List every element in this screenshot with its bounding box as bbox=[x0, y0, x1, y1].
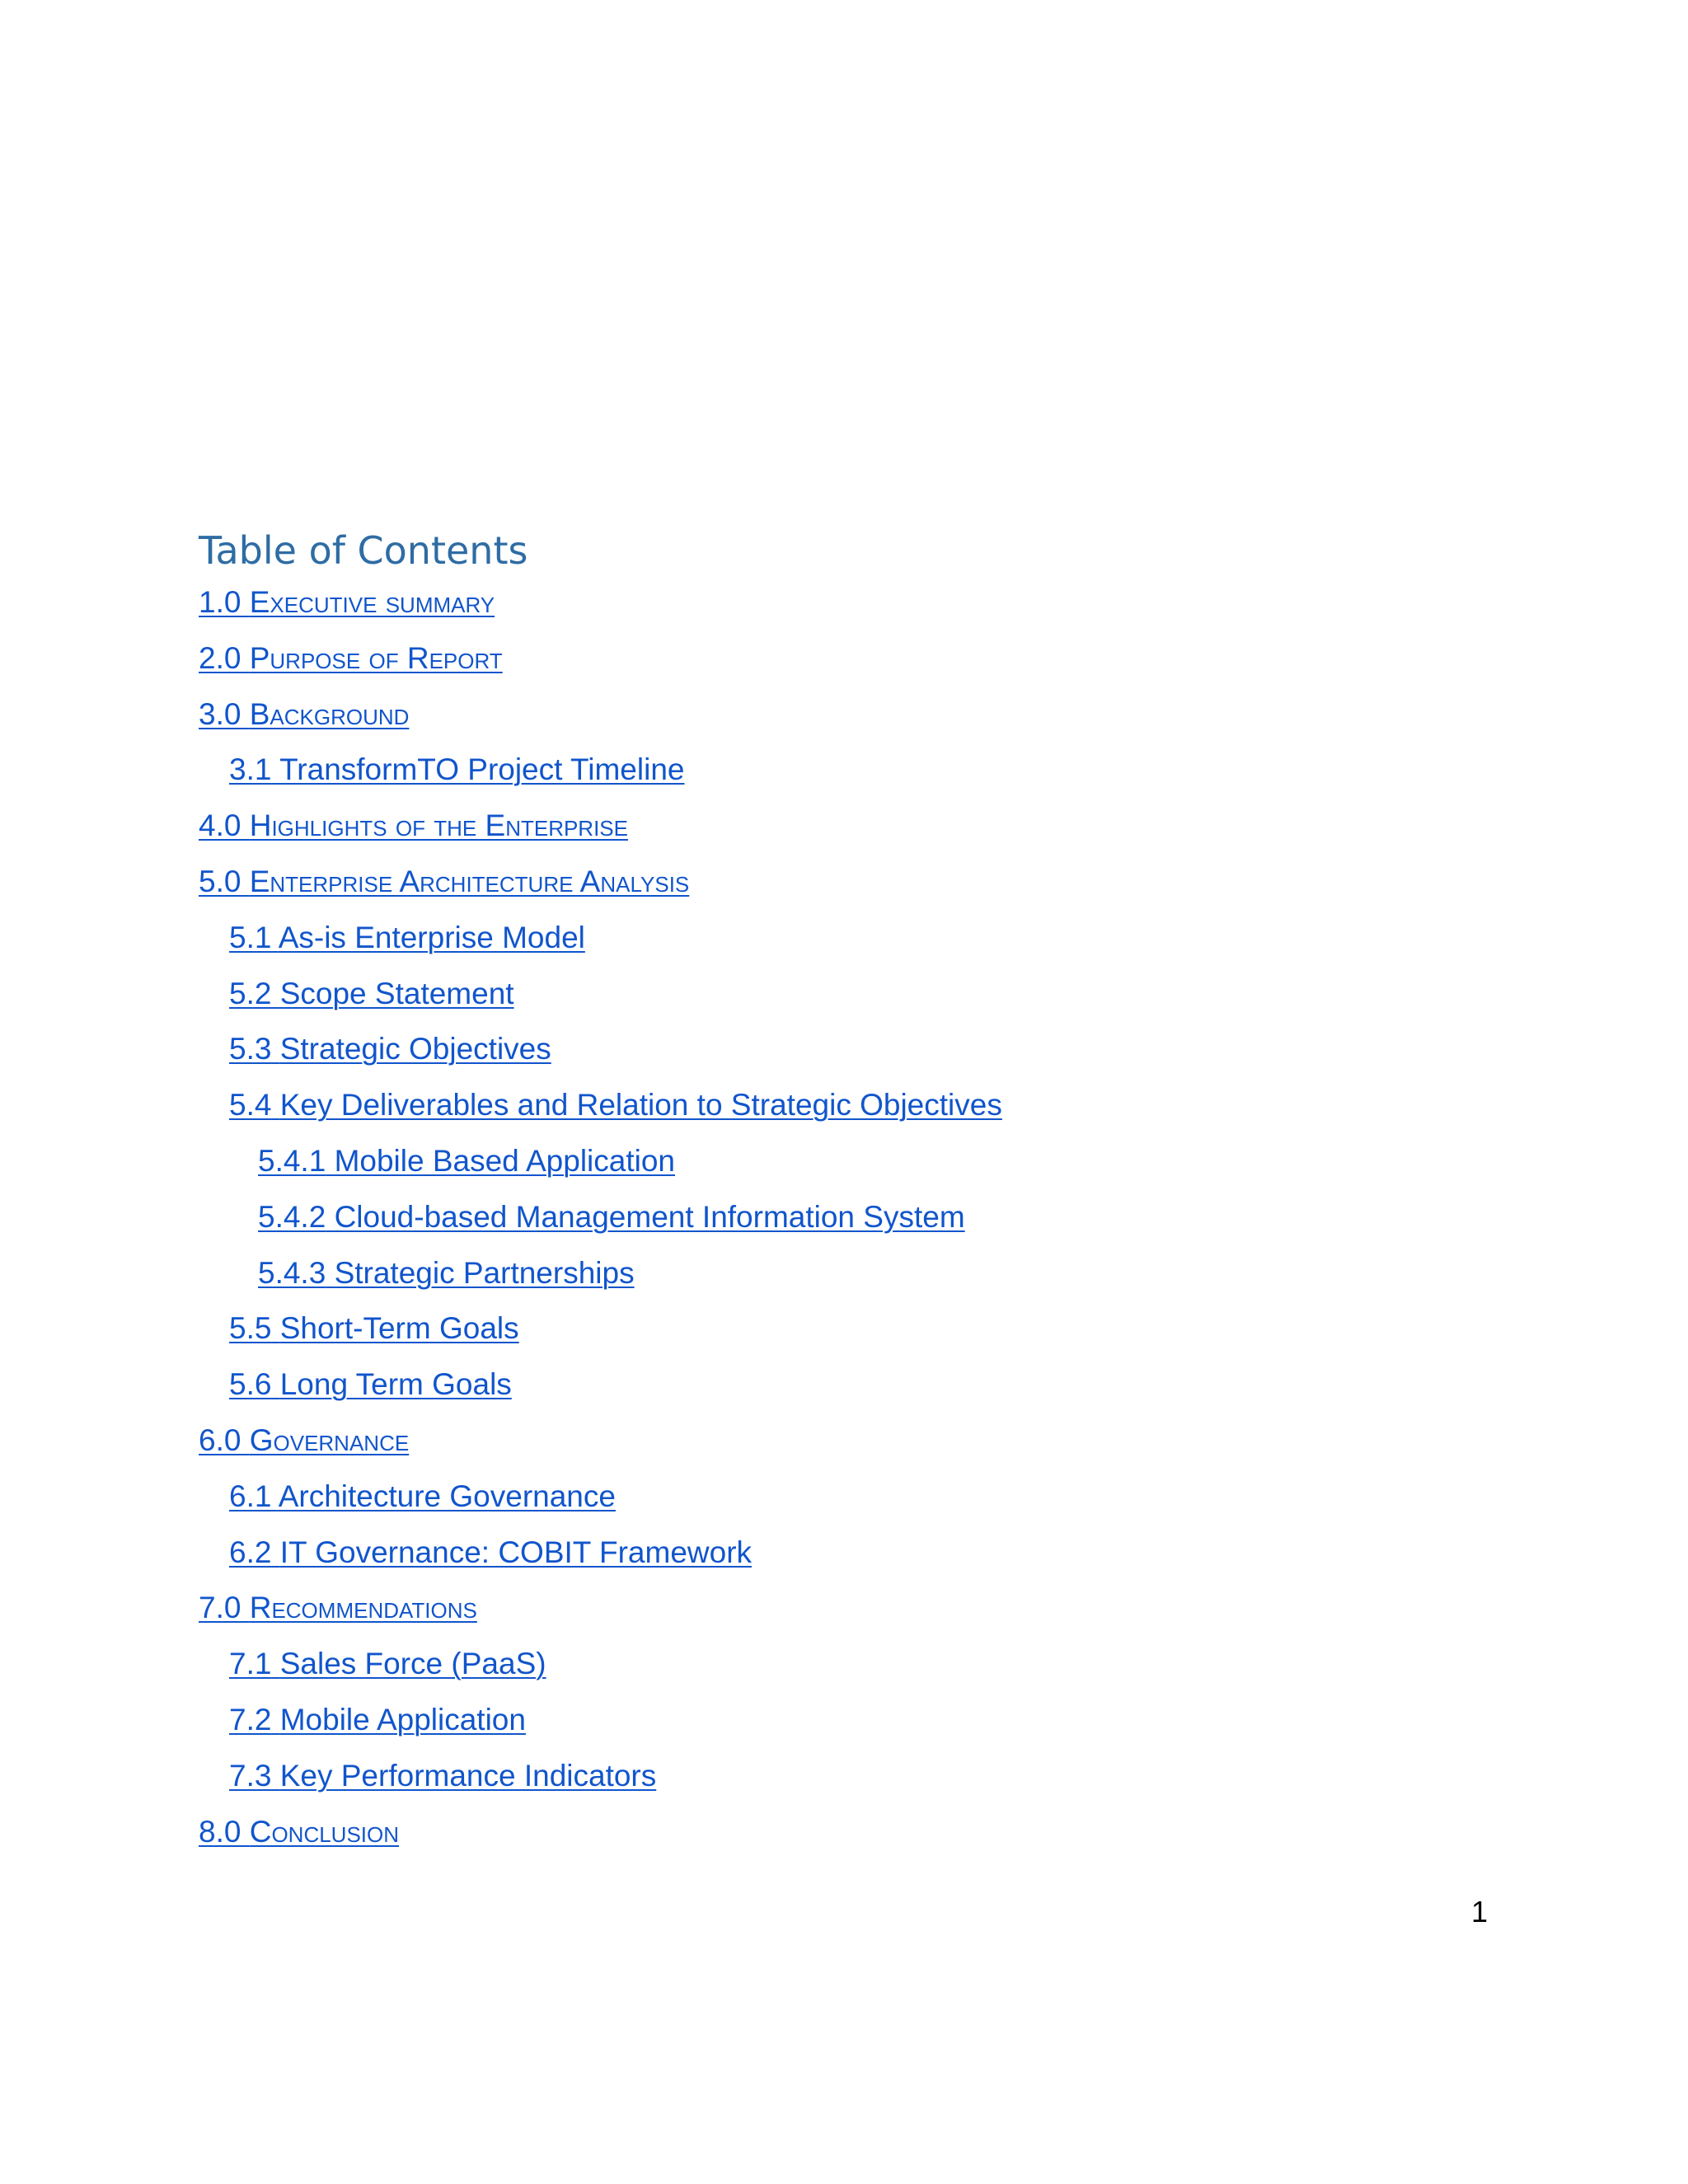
toc-entry-number: 5.4.3 bbox=[258, 1255, 326, 1290]
toc-link[interactable] bbox=[199, 1591, 477, 1624]
toc-entry-number: 7.1 bbox=[229, 1647, 272, 1681]
toc-link[interactable] bbox=[229, 1088, 1002, 1122]
toc-entry-title: Sales Force (PaaS) bbox=[279, 1647, 546, 1681]
toc-list bbox=[199, 587, 1002, 1872]
toc-entry-title: As-is Enterprise Model bbox=[278, 920, 585, 954]
toc-entry-number: 5.4.1 bbox=[258, 1143, 326, 1178]
toc-link[interactable] bbox=[229, 752, 684, 786]
toc-link[interactable] bbox=[229, 1703, 526, 1736]
toc-link[interactable] bbox=[199, 585, 495, 619]
toc-entry-number: 5.6 bbox=[229, 1367, 272, 1402]
toc-entry-title: Scope Statement bbox=[279, 976, 514, 1010]
toc-entry-title: Key Performance Indicators bbox=[279, 1758, 657, 1793]
toc-link[interactable] bbox=[229, 1647, 546, 1680]
toc-entry-title: Mobile Application bbox=[279, 1702, 526, 1736]
toc-link[interactable] bbox=[199, 641, 503, 675]
toc-entry bbox=[199, 1199, 1002, 1258]
toc-entry-number: 1.0 bbox=[199, 585, 241, 619]
toc-link[interactable] bbox=[229, 1479, 616, 1513]
toc-link[interactable] bbox=[199, 1815, 399, 1849]
toc-entry bbox=[199, 1090, 1002, 1146]
toc-entry-number: 3.0 bbox=[199, 696, 241, 731]
toc-entry bbox=[199, 1369, 1002, 1425]
toc-entry-title: Executive summary bbox=[249, 585, 495, 619]
toc-entry-title: TransformTO Project Timeline bbox=[279, 752, 685, 787]
toc-entry-title: Architecture Governance bbox=[278, 1479, 616, 1513]
toc-link[interactable] bbox=[199, 697, 409, 731]
toc-entry-title: Governance bbox=[249, 1422, 410, 1457]
toc-entry bbox=[199, 1648, 1002, 1704]
toc-entry bbox=[199, 810, 1002, 866]
toc-link[interactable] bbox=[229, 977, 514, 1010]
toc-entry-title: Strategic Objectives bbox=[279, 1032, 551, 1066]
toc-link[interactable] bbox=[199, 1423, 409, 1457]
toc-entry-number: 7.3 bbox=[229, 1758, 272, 1793]
toc-link[interactable] bbox=[229, 1535, 752, 1569]
toc-entry bbox=[199, 1313, 1002, 1369]
toc-link[interactable] bbox=[229, 1367, 512, 1401]
toc-entry bbox=[199, 1143, 1002, 1202]
toc-entry-title: Mobile Based Application bbox=[334, 1143, 676, 1178]
toc-entry-title: Conclusion bbox=[249, 1814, 400, 1849]
toc-entry bbox=[199, 1760, 1002, 1816]
toc-entry-number: 5.4 bbox=[229, 1088, 272, 1122]
toc-link[interactable] bbox=[258, 1256, 635, 1290]
toc-entry bbox=[199, 1422, 1002, 1481]
toc-entry bbox=[199, 696, 1002, 755]
toc-entry bbox=[199, 587, 1002, 643]
toc-entry bbox=[199, 866, 1002, 922]
toc-entry-title: Strategic Partnerships bbox=[334, 1255, 635, 1290]
toc-entry bbox=[199, 922, 1002, 978]
toc-entry bbox=[199, 640, 1002, 699]
toc-link[interactable] bbox=[229, 1032, 551, 1066]
toc-entry-number: 6.0 bbox=[199, 1422, 241, 1457]
toc-entry-number: 4.0 bbox=[199, 808, 241, 843]
toc-entry-title: Key Deliverables and Relation to Strategic Objectives bbox=[279, 1088, 1002, 1122]
toc-link[interactable] bbox=[199, 808, 628, 842]
toc-entry-number: 5.3 bbox=[229, 1032, 272, 1066]
toc-entry-number: 5.1 bbox=[229, 920, 272, 954]
toc-link[interactable] bbox=[258, 1144, 675, 1178]
toc-entry bbox=[199, 1033, 1002, 1090]
toc-entry-number: 3.1 bbox=[229, 752, 272, 787]
toc-entry bbox=[199, 1592, 1002, 1648]
toc-entry bbox=[199, 754, 1002, 810]
toc-entry-title: Purpose of Report bbox=[249, 640, 503, 675]
page-number: 1 bbox=[1471, 1895, 1489, 1929]
toc-entry-number: 7.2 bbox=[229, 1702, 272, 1736]
toc-entry-title: Long Term Goals bbox=[279, 1367, 512, 1402]
toc-entry-title: Short-Term Goals bbox=[279, 1311, 519, 1346]
toc-entry bbox=[199, 1481, 1002, 1537]
toc-entry-number: 6.1 bbox=[229, 1479, 272, 1513]
toc-entry bbox=[199, 1704, 1002, 1760]
toc-entry-number: 5.2 bbox=[229, 976, 272, 1010]
toc-entry bbox=[199, 1255, 1002, 1314]
toc-entry-number: 5.0 bbox=[199, 864, 241, 898]
toc-entry-number: 6.2 bbox=[229, 1535, 272, 1569]
toc-link[interactable] bbox=[199, 865, 689, 898]
toc-entry-title: Recommendations bbox=[249, 1591, 477, 1625]
toc-entry-title: Background bbox=[249, 696, 410, 731]
toc-entry-title: Enterprise Architecture Analysis bbox=[249, 864, 690, 898]
toc-link[interactable] bbox=[229, 921, 585, 954]
toc-entry-title: Cloud-based Management Information System bbox=[334, 1199, 965, 1234]
toc-entry-title: Highlights of the Enterprise bbox=[249, 808, 628, 843]
toc-entry-number: 2.0 bbox=[199, 640, 241, 675]
toc-link[interactable] bbox=[229, 1311, 519, 1345]
toc-entry-number: 7.0 bbox=[199, 1591, 241, 1625]
toc-link[interactable] bbox=[258, 1200, 965, 1234]
toc-link[interactable] bbox=[229, 1759, 656, 1793]
toc-entry-number: 8.0 bbox=[199, 1814, 241, 1849]
toc-title: Table of Contents bbox=[199, 528, 528, 573]
toc-entry bbox=[199, 978, 1002, 1034]
toc-entry-number: 5.5 bbox=[229, 1311, 272, 1346]
toc-entry bbox=[199, 1537, 1002, 1593]
toc-entry-title: IT Governance: COBIT Framework bbox=[279, 1535, 753, 1569]
toc-entry-number: 5.4.2 bbox=[258, 1199, 326, 1234]
toc-entry bbox=[199, 1816, 1002, 1872]
